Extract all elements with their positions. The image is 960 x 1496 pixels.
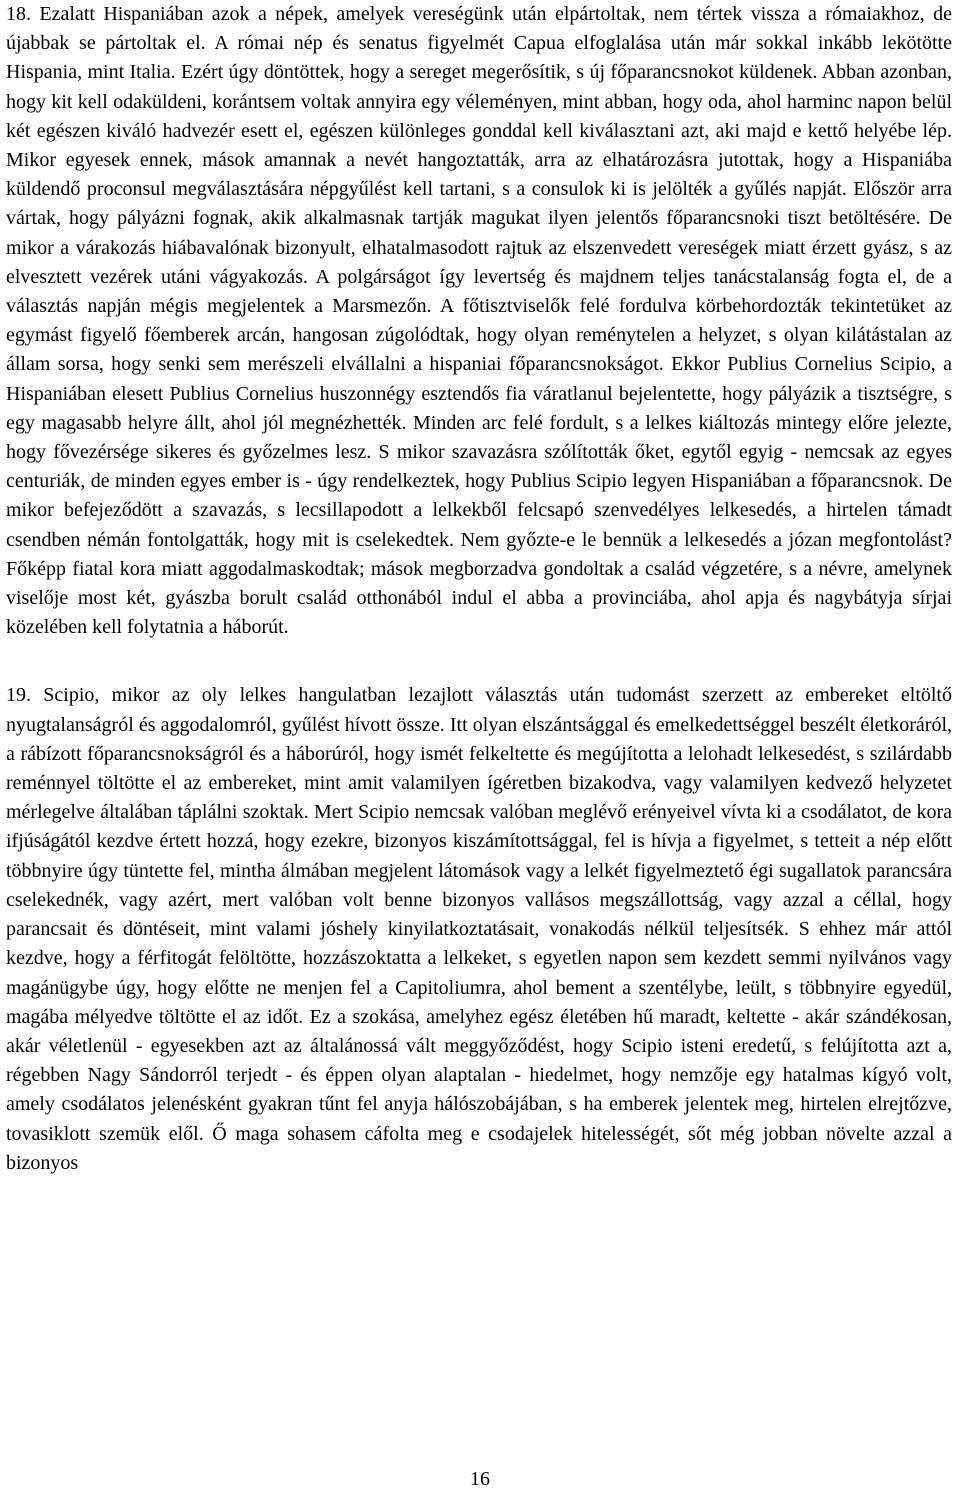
paragraph-19: 19. Scipio, mikor az oly lelkes hangulatban lezajlott választás után tudomást szerzett az embereket eltöltő nyugtalanságról és aggodalomról, gyűlést hívott össze. Itt olyan elszántsággal és emelkedettséggel beszélt életkoráról, a rábízott főparancsnokságról és a háborúról, hogy ismét felkeltette és megújította a lelohadt lelkesedést, s szilárdabb reménnyel töltötte el az embereket, mint amit valamilyen ígéretben bizakodva, vagy valamilyen kedvező helyzetet mérlegelve általában táplálni szoktak. Mert Scipio nemcsak valóban meglévő erényeivel vívta ki a csodálatot, de kora ifjúságától kezdve értett hozzá, hogy ezekre, bizonyos kiszámítottsággal, fel is hívja a figyelmet, s tetteit a nép előtt többnyire úgy tüntette fel, mintha álmában megjelent látomások vagy a lelkét figyelmeztető égi sugallatok parancsára cselekednék, vagy azért, mert valóban volt benne bizonyos vallásos megszállottság, vagy azzal a céllal, hogy parancsait és döntéseit, mint valami jóshely kinyilatkoztatásait, vonakodás nélkül teljesítsék. S ehhez már attól kezdve, hogy a férfitogát felöltötte, hozzászoktatta a lelkeket, s egyetlen napon sem kezdett semmi nyilvános vagy magánügybe úgy, hogy előtte ne menjen fel a Capitoliumra, ahol bement a szentélybe, leült, s többnyire egyedül, magába mélyedve töltötte el az időt. Ez a szokása, amelyhez egész életében hű maradt, keltette - akár szándékosan, akár véletlenül - egyesekben azt az általánossá vált meggyőződést, hogy Scipio isteni eredetű, s felújította azt a, régebben Nagy Sándorról terjedt - és éppen olyan alaptalan - hiedelmet, hogy nemzője egy hatalmas kígyó volt, amely csodálatos jelenésként gyakran tűnt fel anyja hálószobájában, s ha emberek jelentek meg, hirtelen elrejtőzve, tovasiklott szemük elől. Ő maga sohasem cáfolta meg e csodajelek hitelességét, sőt még jobban növelte azzal a bizonyos: [6, 684, 952, 1174]
page-number: 16: [470, 1468, 490, 1490]
paragraph-18: 18. Ezalatt Hispaniában azok a népek, amelyek vereségünk után elpártoltak, nem tértek vissza a rómaiakhoz, de újabbak se pártoltak el. A római nép és senatus figyelmét Capua elfoglalása után már sokkal inkább lekötötte Hispania, mint Italia. Ezért úgy döntöttek, hogy a sereget megerősítik, s új főparancsnokot küldenek. Abban azonban, hogy kit kell odaküldeni, korántsem voltak annyira egy véleményen, mint abban, hogy oda, ahol harminc napon belül két egészen kiváló hadvezér esett el, egészen különleges gonddal kell kiválasztani azt, aki majd e kettő helyébe lép. Mikor egyesek ennek, mások amannak a nevét hangoztatták, arra az elhatározásra jutottak, hogy a Hispaniába küldendő proconsul megválasztására népgyűlést kell tartani, s a consulok ki is jelölték a gyűlés napját. Először arra vártak, hogy pályázni fognak, akik alkalmasnak tartják magukat ilyen jelentős főparancsnoki tiszt betöltésére. De mikor a várakozás hiábavalónak bizonyult, elhatalmasodott rajtuk az elszenvedett vereségek miatt érzett gyász, s az elvesztett vezérek utáni vágyakozás. A polgárságot így levertség és majdnem teljes tanácstalanság fogta el, de a választás napján mégis megjelentek a Marsmezőn. A főtisztviselők felé fordulva körbehordozták tekintetüket az egymást figyelő főemberek arcán, hangosan zúgolódtak, hogy olyan reménytelen a helyzet, s olyan kilátástalan az állam sorsa, hogy senki sem merészeli elvállalni a hispaniai főparancsnokságot. Ekkor Publius Cornelius Scipio, a Hispaniában elesett Publius Cornelius huszonnégy esztendős fia váratlanul bejelentette, hogy pályázik a tisztségre, s egy magasabb helyre állt, ahol jól megnézhették. Minden arc felé fordult, s a lelkes kiáltozás mintegy előre jelezte, hogy fővezérsége sikeres és győzelmes lesz. S mikor szavazásra szólították őket, egytől egyig - nemcsak az egyes centuriák, de minden egyes ember is - úgy rendelkeztek, hogy Publius Scipio legyen Hispaniában a főparancsnok. De mikor befejeződött a szavazás, s lecsillapodott a lelkekből felcsapó szenvedélyes lelkesedés, a hirtelen támadt csendben némán fontolgatták, hogy mit is cselekedtek. Nem győzte-e le bennük a lelkesedés a józan megfontolást? Főképp fiatal kora miatt aggodalmaskodtak; mások megborzadva gondoltak a család végzetére, s a névre, amelynek viselője most két, gyászba borult család otthonából indul el abba a provinciába, ahol apja és nagybátyja sírjai közelében kell folytatnia a háborút.: [6, 3, 952, 639]
document-page: [6, 0, 952, 1178]
